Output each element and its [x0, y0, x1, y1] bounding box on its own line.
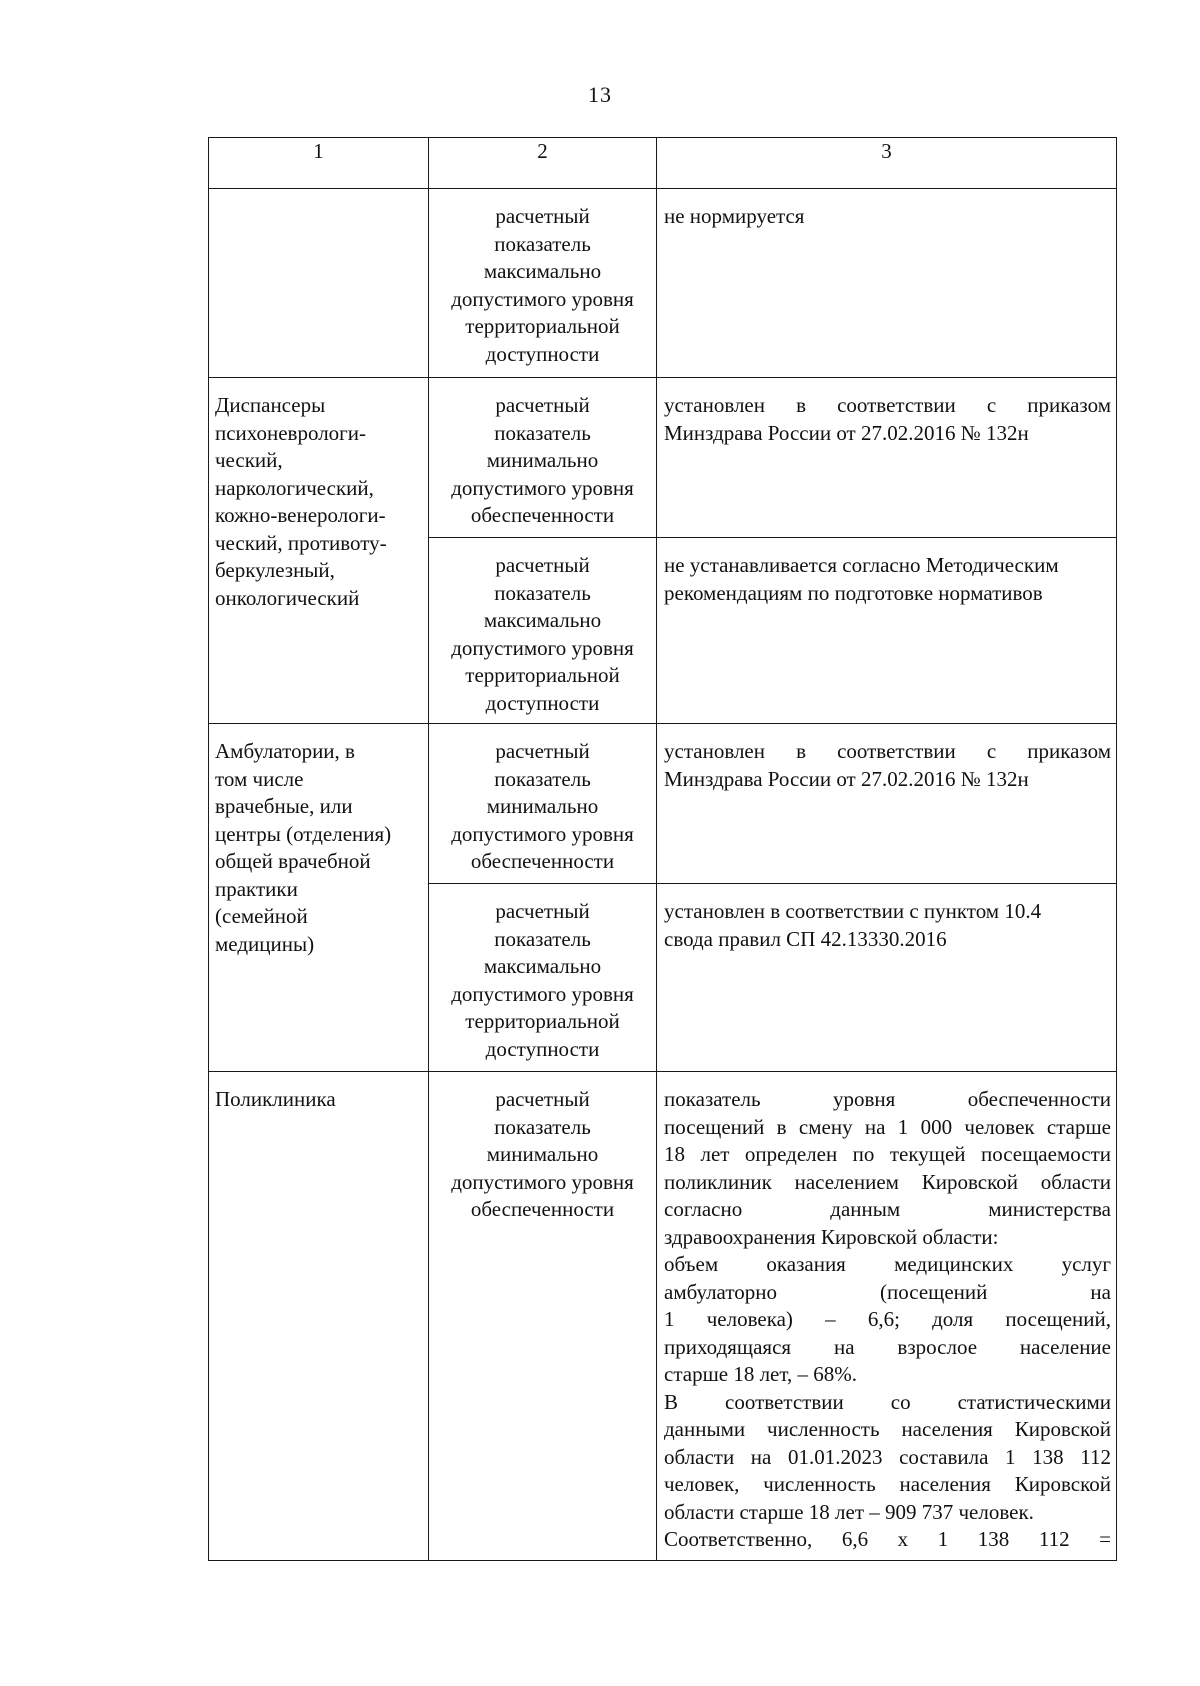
- indicator-cell: расчетный показатель минимально допустимого уровня обеспеченности: [429, 378, 657, 538]
- header-cell-1: 1: [209, 138, 429, 189]
- table-row: [209, 378, 1117, 538]
- indicator-cell: расчетный показатель минимально допустимого уровня обеспеченности: [429, 724, 657, 884]
- header-cell-3: 3: [657, 138, 1117, 189]
- table-row: [209, 1072, 1117, 1561]
- value-cell: установлен в соответствии с пунктом 10.4 свода правил СП 42.13330.2016: [657, 884, 1117, 1072]
- value-cell: показатель уровня обеспеченности посещений в смену на 1 000 человек старше 18 лет определен по текущей посещаемости поликлиник населением Кировской области согласно данным министерства здравоохранения Кировской области: объем оказания медицинских услуг амбулаторно (посещений на 1 человека) – 6,6; доля посещений, приходящаяся на взрослое население старше 18 лет, – 68%. В соответствии со статистическими данными численность населения Кировской области на 01.01.2023 составила 1 138 112 человек, численность населения Кировской области старше 18 лет – 909 737 человек. Соответственно, 6,6 х 1 138 112 =: [657, 1072, 1117, 1561]
- value-cell: установлен в соответствии с приказом Минздрава России от 27.02.2016 № 132н: [657, 378, 1117, 538]
- facility-cell: [209, 189, 429, 378]
- page-number: 13: [588, 82, 612, 107]
- indicator-cell: расчетный показатель максимально допустимого уровня территориальной доступности: [429, 884, 657, 1072]
- indicator-cell: расчетный показатель максимально допустимого уровня территориальной доступности: [429, 538, 657, 724]
- indicator-cell: расчетный показатель минимально допустимого уровня обеспеченности: [429, 1072, 657, 1561]
- value-cell: не устанавливается согласно Методическим рекомендациям по подготовке нормативов: [657, 538, 1117, 724]
- indicator-cell: расчетный показатель максимально допустимого уровня территориальной доступности: [429, 189, 657, 378]
- table-row: [209, 189, 1117, 378]
- facility-cell-polyclinic: Поликлиника: [209, 1072, 429, 1561]
- table-header-row: [209, 138, 1117, 189]
- value-cell: установлен в соответствии с приказом Минздрава России от 27.02.2016 № 132н: [657, 724, 1117, 884]
- header-cell-2: 2: [429, 138, 657, 189]
- facility-cell-dispensaries: Диспансеры психоневрологи- ческий, наркологический, кожно-венерологи- ческий, противоту- беркулезный, онкологический: [209, 378, 429, 724]
- document-table: [208, 137, 1117, 1561]
- facility-cell-ambulatories: Амбулатории, в том числе врачебные, или центры (отделения) общей врачебной практики (семейной медицины): [209, 724, 429, 1072]
- value-cell: не нормируется: [657, 189, 1117, 378]
- table-row: [209, 724, 1117, 884]
